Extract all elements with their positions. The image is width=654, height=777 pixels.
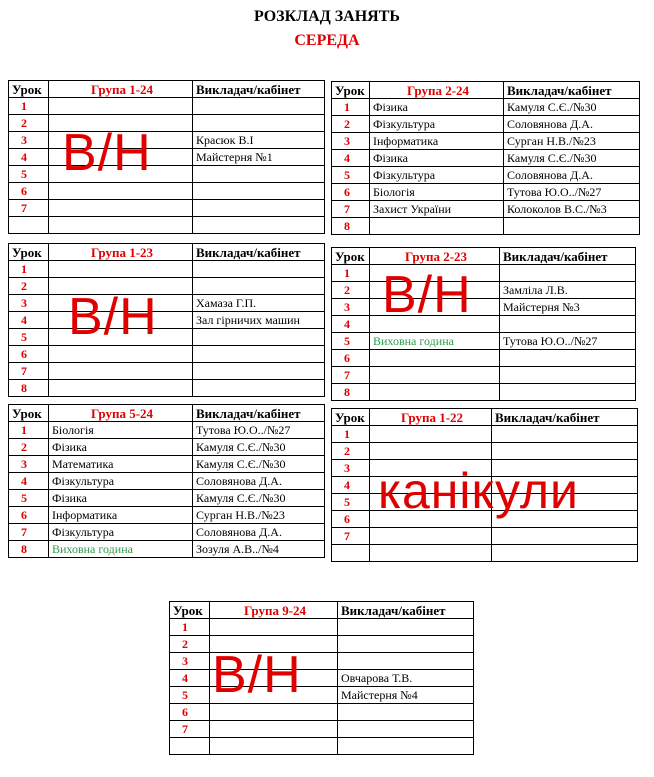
teacher-cell: Замліла Л.В. [500, 282, 636, 299]
lesson-header: Урок [332, 248, 370, 265]
lesson-number: 4 [9, 473, 49, 490]
schedule-table-2 [331, 81, 640, 235]
table-row [332, 265, 636, 282]
lesson-number: 6 [9, 507, 49, 524]
lesson-number: 3 [9, 295, 49, 312]
teacher-cell [193, 217, 325, 234]
lesson-number: 2 [332, 116, 370, 133]
teacher-cell [338, 738, 474, 755]
table-row [332, 99, 640, 116]
table-row [332, 316, 636, 333]
lesson-number: 1 [9, 422, 49, 439]
subject-cell [370, 443, 492, 460]
subject-cell [210, 721, 338, 738]
table-row [332, 367, 636, 384]
teacher-cell: Овчарова Т.В. [338, 670, 474, 687]
subject-cell: Математика [49, 456, 193, 473]
table-row [9, 507, 325, 524]
group-header: Група 1-23 [49, 244, 193, 261]
table-row [332, 201, 640, 218]
lesson-number: 2 [170, 636, 210, 653]
lesson-number: 5 [170, 687, 210, 704]
lesson-number: 1 [170, 619, 210, 636]
lesson-number: 3 [9, 456, 49, 473]
schedule-table-4 [331, 247, 636, 401]
subject-cell [49, 380, 193, 397]
teacher-cell [500, 350, 636, 367]
schedule-table-5 [8, 404, 325, 558]
teacher-cell [338, 721, 474, 738]
table-row [9, 278, 325, 295]
lesson-number: 8 [9, 380, 49, 397]
subject-cell [210, 619, 338, 636]
lesson-number: 5 [332, 333, 370, 350]
vn-overlay: В/Н [212, 646, 302, 704]
table-row [9, 329, 325, 346]
subject-cell: Фізкультура [49, 524, 193, 541]
subject-cell [370, 367, 500, 384]
schedule-table-1 [8, 80, 325, 234]
table-row [332, 133, 640, 150]
group-header: Група 1-24 [49, 81, 193, 98]
subject-cell: Виховна година [370, 333, 500, 350]
teacher-cell [193, 278, 325, 295]
teacher-cell: Майстерня №3 [500, 299, 636, 316]
subject-cell [370, 218, 504, 235]
teacher-cell: Камуля С.Є./№30 [504, 150, 640, 167]
table-row [9, 217, 325, 234]
table-row [332, 443, 638, 460]
teacher-header: Викладач/кабінет [500, 248, 636, 265]
lesson-header: Урок [9, 244, 49, 261]
lesson-number: 4 [170, 670, 210, 687]
group-header: Група 9-24 [210, 602, 338, 619]
teacher-cell [193, 183, 325, 200]
lesson-header: Урок [332, 82, 370, 99]
teacher-cell [338, 653, 474, 670]
lesson-number: 3 [332, 299, 370, 316]
teacher-cell: Зал гірничих машин [193, 312, 325, 329]
lesson-number: 4 [332, 150, 370, 167]
lesson-number: 2 [9, 115, 49, 132]
lesson-number: 1 [9, 261, 49, 278]
lesson-number: 6 [9, 183, 49, 200]
table-row [332, 384, 636, 401]
table-row [332, 116, 640, 133]
table-row [9, 166, 325, 183]
group-header: Група 1-22 [370, 409, 492, 426]
subject-cell [370, 528, 492, 545]
table-row [332, 350, 636, 367]
table-row [9, 132, 325, 149]
table-row [9, 312, 325, 329]
lesson-number: 5 [9, 490, 49, 507]
teacher-cell: Соловянова Д.А. [193, 524, 325, 541]
teacher-cell: Сурган Н.В./№23 [504, 133, 640, 150]
holiday-overlay: канікули [378, 463, 579, 519]
subject-cell [370, 426, 492, 443]
table-row [9, 200, 325, 217]
teacher-cell: Майстерня №4 [338, 687, 474, 704]
table-row [170, 704, 474, 721]
teacher-header: Викладач/кабінет [338, 602, 474, 619]
teacher-header: Викладач/кабінет [193, 244, 325, 261]
lesson-number: 4 [9, 312, 49, 329]
table-row [332, 167, 640, 184]
lesson-number: 1 [332, 426, 370, 443]
teacher-cell [338, 704, 474, 721]
lesson-number: 7 [332, 528, 370, 545]
table-row [9, 115, 325, 132]
table-row [9, 524, 325, 541]
subject-cell [210, 704, 338, 721]
lesson-number: 3 [170, 653, 210, 670]
subject-cell: Фізика [370, 99, 504, 116]
teacher-cell [193, 363, 325, 380]
table-row [170, 721, 474, 738]
lesson-header: Урок [9, 81, 49, 98]
lesson-number: 2 [332, 282, 370, 299]
subject-cell [49, 261, 193, 278]
teacher-cell [193, 346, 325, 363]
teacher-cell: Тутова Ю.О../№27 [193, 422, 325, 439]
lesson-number: 8 [332, 384, 370, 401]
table-row [9, 346, 325, 363]
teacher-cell: Колоколов В.С./№3 [504, 201, 640, 218]
table-row [9, 295, 325, 312]
page-title: РОЗКЛАД ЗАНЯТЬ [254, 8, 400, 25]
lesson-header: Урок [9, 405, 49, 422]
subject-cell [49, 363, 193, 380]
lesson-number: 1 [332, 99, 370, 116]
table-row [9, 456, 325, 473]
subject-cell [49, 217, 193, 234]
lesson-number: 2 [9, 278, 49, 295]
subject-cell: Фізика [49, 439, 193, 456]
table-row [332, 150, 640, 167]
teacher-cell: Камуля С.Є./№30 [193, 490, 325, 507]
lesson-number: 5 [9, 166, 49, 183]
subject-cell [49, 183, 193, 200]
table-row [9, 473, 325, 490]
teacher-cell [492, 443, 638, 460]
lesson-number: 8 [9, 541, 49, 558]
subject-cell: Фізкультура [370, 167, 504, 184]
subject-cell [370, 384, 500, 401]
lesson-number: 7 [332, 367, 370, 384]
teacher-cell: Соловянова Д.А. [193, 473, 325, 490]
subject-cell: Інформатика [49, 507, 193, 524]
teacher-cell: Майстерня №1 [193, 149, 325, 166]
teacher-cell: Тутова Ю.О../№27 [504, 184, 640, 201]
teacher-cell [193, 261, 325, 278]
schedule-table-3 [8, 243, 325, 397]
teacher-cell [500, 367, 636, 384]
vn-overlay: В/Н [382, 266, 472, 324]
table-row [332, 282, 636, 299]
table-row [332, 333, 636, 350]
teacher-cell: Камуля С.Є./№30 [193, 456, 325, 473]
subject-cell: Біологія [370, 184, 504, 201]
vn-overlay: В/Н [68, 288, 158, 346]
lesson-number: 6 [332, 184, 370, 201]
table-row [9, 261, 325, 278]
lesson-number: 8 [332, 218, 370, 235]
subject-cell [49, 200, 193, 217]
lesson-number: 4 [332, 477, 370, 494]
teacher-cell [338, 636, 474, 653]
lesson-number: 4 [332, 316, 370, 333]
lesson-number: 6 [170, 704, 210, 721]
table-row [332, 545, 638, 562]
subject-cell [370, 545, 492, 562]
teacher-cell: Соловянова Д.А. [504, 116, 640, 133]
lesson-number: 7 [9, 524, 49, 541]
teacher-cell [504, 218, 640, 235]
subject-cell: Фізкультура [49, 473, 193, 490]
table-row [9, 149, 325, 166]
subject-cell: Захист України [370, 201, 504, 218]
teacher-cell: Камуля С.Є./№30 [504, 99, 640, 116]
teacher-header: Викладач/кабінет [193, 405, 325, 422]
teacher-cell: Хамаза Г.П. [193, 295, 325, 312]
teacher-cell [193, 166, 325, 183]
lesson-number [332, 545, 370, 562]
table-row [9, 439, 325, 456]
table-row [9, 183, 325, 200]
table-row [170, 619, 474, 636]
lesson-number: 3 [332, 133, 370, 150]
teacher-cell: Камуля С.Є./№30 [193, 439, 325, 456]
lesson-number: 6 [332, 350, 370, 367]
lesson-number: 1 [9, 98, 49, 115]
teacher-cell: Красюк В.І [193, 132, 325, 149]
group-header: Група 2-23 [370, 248, 500, 265]
vn-overlay: В/Н [62, 124, 152, 182]
teacher-cell [193, 329, 325, 346]
lesson-number [170, 738, 210, 755]
lesson-number: 2 [332, 443, 370, 460]
table-row [9, 363, 325, 380]
lesson-number: 5 [332, 494, 370, 511]
group-header: Група 5-24 [49, 405, 193, 422]
teacher-cell [500, 265, 636, 282]
teacher-cell: Соловянова Д.А. [504, 167, 640, 184]
teacher-cell [193, 115, 325, 132]
table-row [332, 218, 640, 235]
lesson-number: 7 [9, 363, 49, 380]
teacher-cell: Тутова Ю.О../№27 [500, 333, 636, 350]
teacher-cell [193, 98, 325, 115]
lesson-number: 1 [332, 265, 370, 282]
subject-cell [49, 98, 193, 115]
teacher-cell [492, 426, 638, 443]
day-title: СЕРЕДА [294, 32, 360, 49]
teacher-cell [492, 528, 638, 545]
teacher-cell [500, 316, 636, 333]
lesson-number: 5 [9, 329, 49, 346]
teacher-header: Викладач/кабінет [504, 82, 640, 99]
teacher-header: Викладач/кабінет [492, 409, 638, 426]
group-header: Група 2-24 [370, 82, 504, 99]
lesson-number: 5 [332, 167, 370, 184]
teacher-cell [193, 380, 325, 397]
lesson-number: 7 [332, 201, 370, 218]
teacher-header: Викладач/кабінет [193, 81, 325, 98]
table-row [332, 528, 638, 545]
table-row [332, 184, 640, 201]
subject-cell: Фізика [49, 490, 193, 507]
subject-cell: Біологія [49, 422, 193, 439]
table-row [332, 299, 636, 316]
lesson-number: 7 [170, 721, 210, 738]
lesson-number: 4 [9, 149, 49, 166]
teacher-cell: Сурган Н.В./№23 [193, 507, 325, 524]
lesson-number: 2 [9, 439, 49, 456]
table-row [332, 426, 638, 443]
teacher-cell [193, 200, 325, 217]
lesson-header: Урок [170, 602, 210, 619]
lesson-number: 6 [332, 511, 370, 528]
lesson-number: 7 [9, 200, 49, 217]
lesson-number: 3 [332, 460, 370, 477]
teacher-cell: Зозуля А.В../№4 [193, 541, 325, 558]
lesson-number: 3 [9, 132, 49, 149]
subject-cell [210, 738, 338, 755]
table-row [9, 490, 325, 507]
lesson-number [9, 217, 49, 234]
subject-cell: Фізкультура [370, 116, 504, 133]
table-row [9, 422, 325, 439]
subject-cell: Виховна година [49, 541, 193, 558]
table-row [170, 738, 474, 755]
subject-cell [49, 346, 193, 363]
table-row [9, 380, 325, 397]
teacher-cell [500, 384, 636, 401]
subject-cell [370, 350, 500, 367]
table-row [9, 541, 325, 558]
subject-cell: Фізика [370, 150, 504, 167]
subject-cell: Інформатика [370, 133, 504, 150]
teacher-cell [492, 545, 638, 562]
lesson-number: 6 [9, 346, 49, 363]
table-row [9, 98, 325, 115]
teacher-cell [338, 619, 474, 636]
lesson-header: Урок [332, 409, 370, 426]
